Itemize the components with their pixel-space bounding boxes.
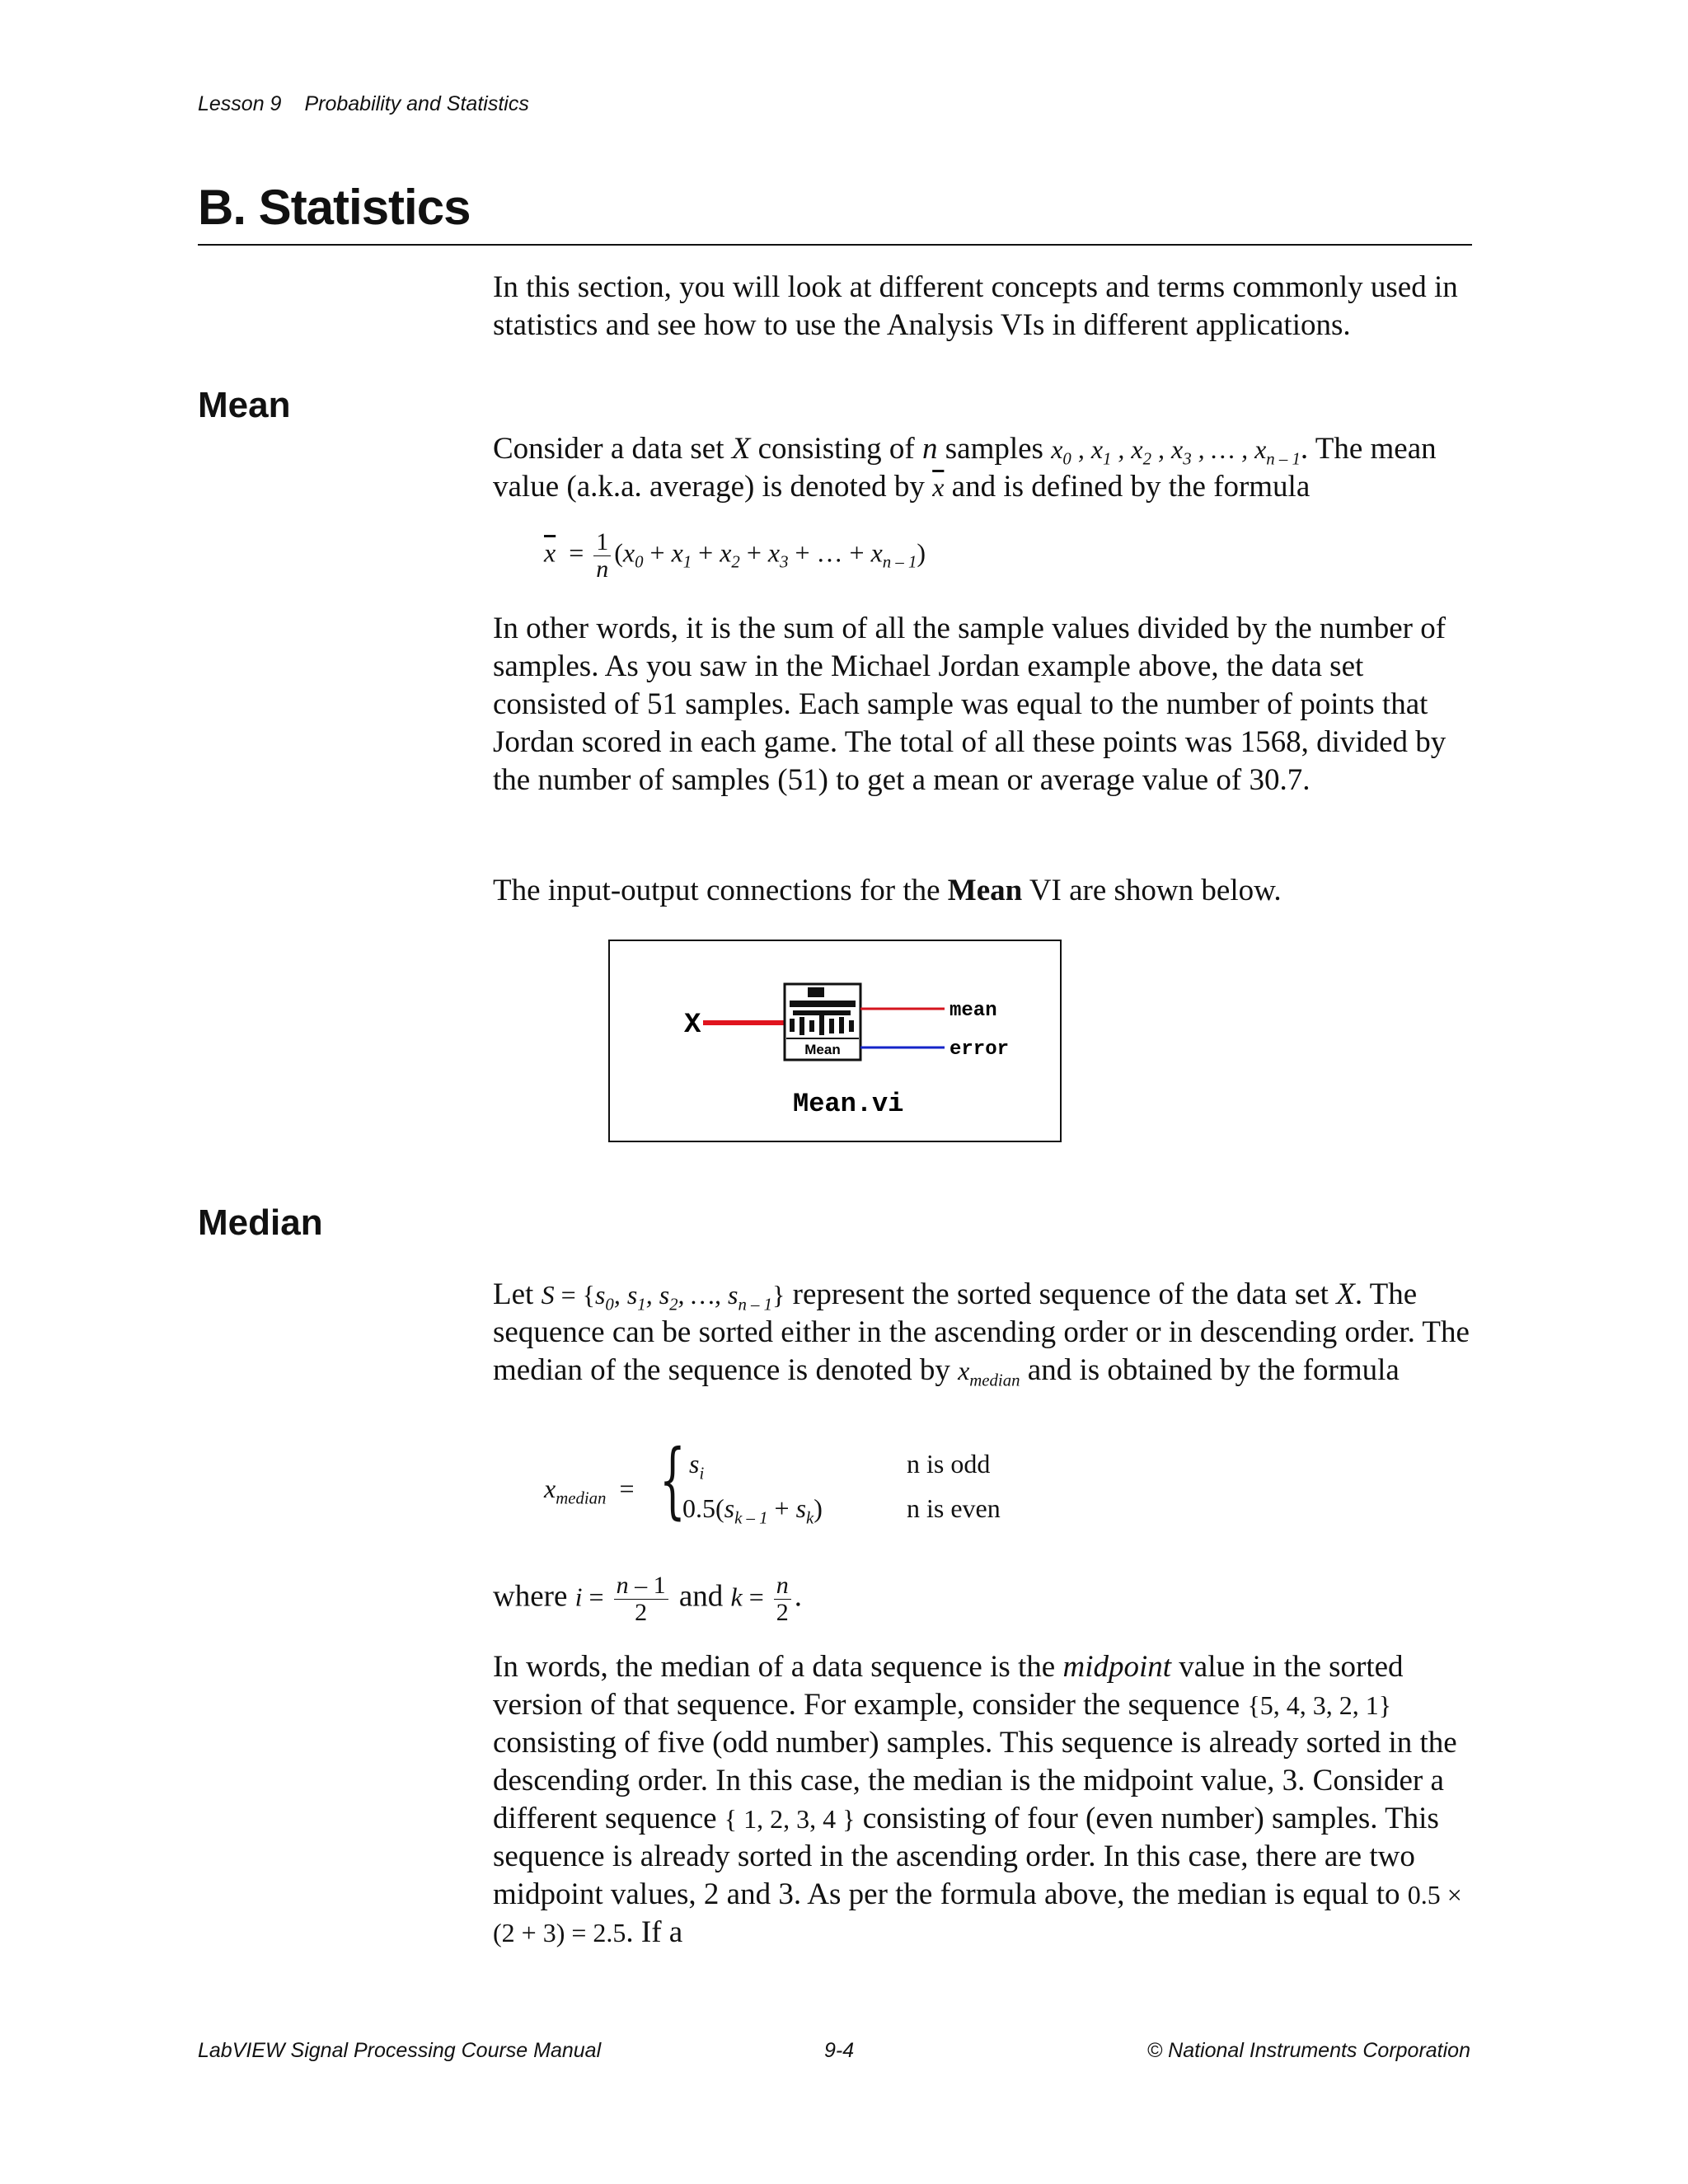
median-where-line: where i = $\frac{n - 1}{2}$ and k = $\frac{n}{2}$ .: [493, 1572, 803, 1626]
case-odd: n is odd: [907, 1449, 991, 1479]
sample-sequence: $x_0$ , $x_1$ , $x_2$ , $x_3$ , … , $x_{n - 1}$: [1051, 434, 1301, 469]
mean-vi-figure: [608, 940, 1062, 1142]
mean-paragraph-3: The input-output connections for the Mean VI are shown below.: [493, 874, 1282, 907]
mean-paragraph-2: In other words, it is the sum of all the sample values divided by the number of samples. As you saw in the Michael Jordan example above, the data set consisted of 51 samples. Each sample was equal to the number of points that Jordan scored in each game. The total of all these points was 1568, divided by the number of samples (51) to get a mean or average value of 30.7.: [493, 612, 1447, 797]
header-lesson: Lesson 9: [198, 92, 282, 115]
median-paragraph-1: Let $S = \{s_0$, $s_1$, $s_2$, …, $s_{n - 1}$} represent the sorted sequence of the data set X. The sequence can be sorted either in the ascending order or in descending order. The median of the sequence is denoted by $x_{median}$ and is obtained by the formula: [493, 1277, 1470, 1390]
section-title: B. Statistics: [198, 183, 1472, 246]
input-x-label: X: [684, 1010, 701, 1041]
footer-page-number: 9-4: [824, 2039, 855, 2062]
figure-caption: Mean.vi: [793, 1089, 904, 1119]
intro-paragraph: In this section, you will look at different concepts and terms commonly used in statistics and see how to use the Analysis VIs in different applications.: [493, 270, 1458, 342]
footer-manual-title: LabVIEW Signal Processing Course Manual: [198, 2039, 602, 2062]
footer-copyright: © National Instruments Corporation: [1146, 2039, 1470, 2062]
median-symbol: $x_{median}$: [958, 1356, 1020, 1390]
icon-label: Mean: [804, 1042, 841, 1057]
case-even: n is even: [907, 1493, 1001, 1523]
mean-symbol: $\overline{x}$: [932, 472, 945, 502]
running-header: [198, 92, 529, 116]
mean-paragraph-1: Consider a data set X consisting of n samples $x_0$ , $x_1$ , $x_2$ , $x_3$ , … , $x_{n - 1}$. The mean value (a.k.a. average) is denoted by $\overline{x}$ and is defined by the formula: [493, 432, 1437, 504]
median-formula: $x_{median}$ = { $s_i$ $0.5(s_{k - 1} + s_k)$ n is odd n is even: [544, 1432, 1001, 1528]
mean-formula: $\overline{x}$ = $\frac{1}{n}$ ($x_0 + x_1 + x_2 + x_3$ + … + $x_{n - 1}$): [544, 528, 926, 583]
sorted-sequence-symbol: $S = \{s_0$, $s_1$, $s_2$, …, $s_{n - 1}$}: [541, 1280, 785, 1315]
mean-heading: Mean: [198, 385, 291, 425]
error-output-label: error: [950, 1038, 1010, 1061]
median-heading: Median: [198, 1202, 323, 1243]
mean-vi-diagram: [610, 941, 1060, 1141]
median-paragraph-2: In words, the median of a data sequence is the midpoint value in the sorted version of that sequence. For example, consider the sequence {5, 4, 3, 2, 1} consisting of five (odd number) samples. This sequence is already sorted in the descending order. In this case, the median is the midpoint value, 3. Consider a different sequence { 1, 2, 3, 4 } consisting of four (even number) samples. This sequence is already sorted in the ascending order. In this case, there are two midpoint values, 2 and 3. As per the formula above, the median is equal to 0.5 × (2 + 3) = 2.5. If a: [493, 1650, 1462, 1949]
header-topic: Probability and Statistics: [304, 92, 529, 115]
mean-output-label: mean: [950, 1000, 997, 1022]
